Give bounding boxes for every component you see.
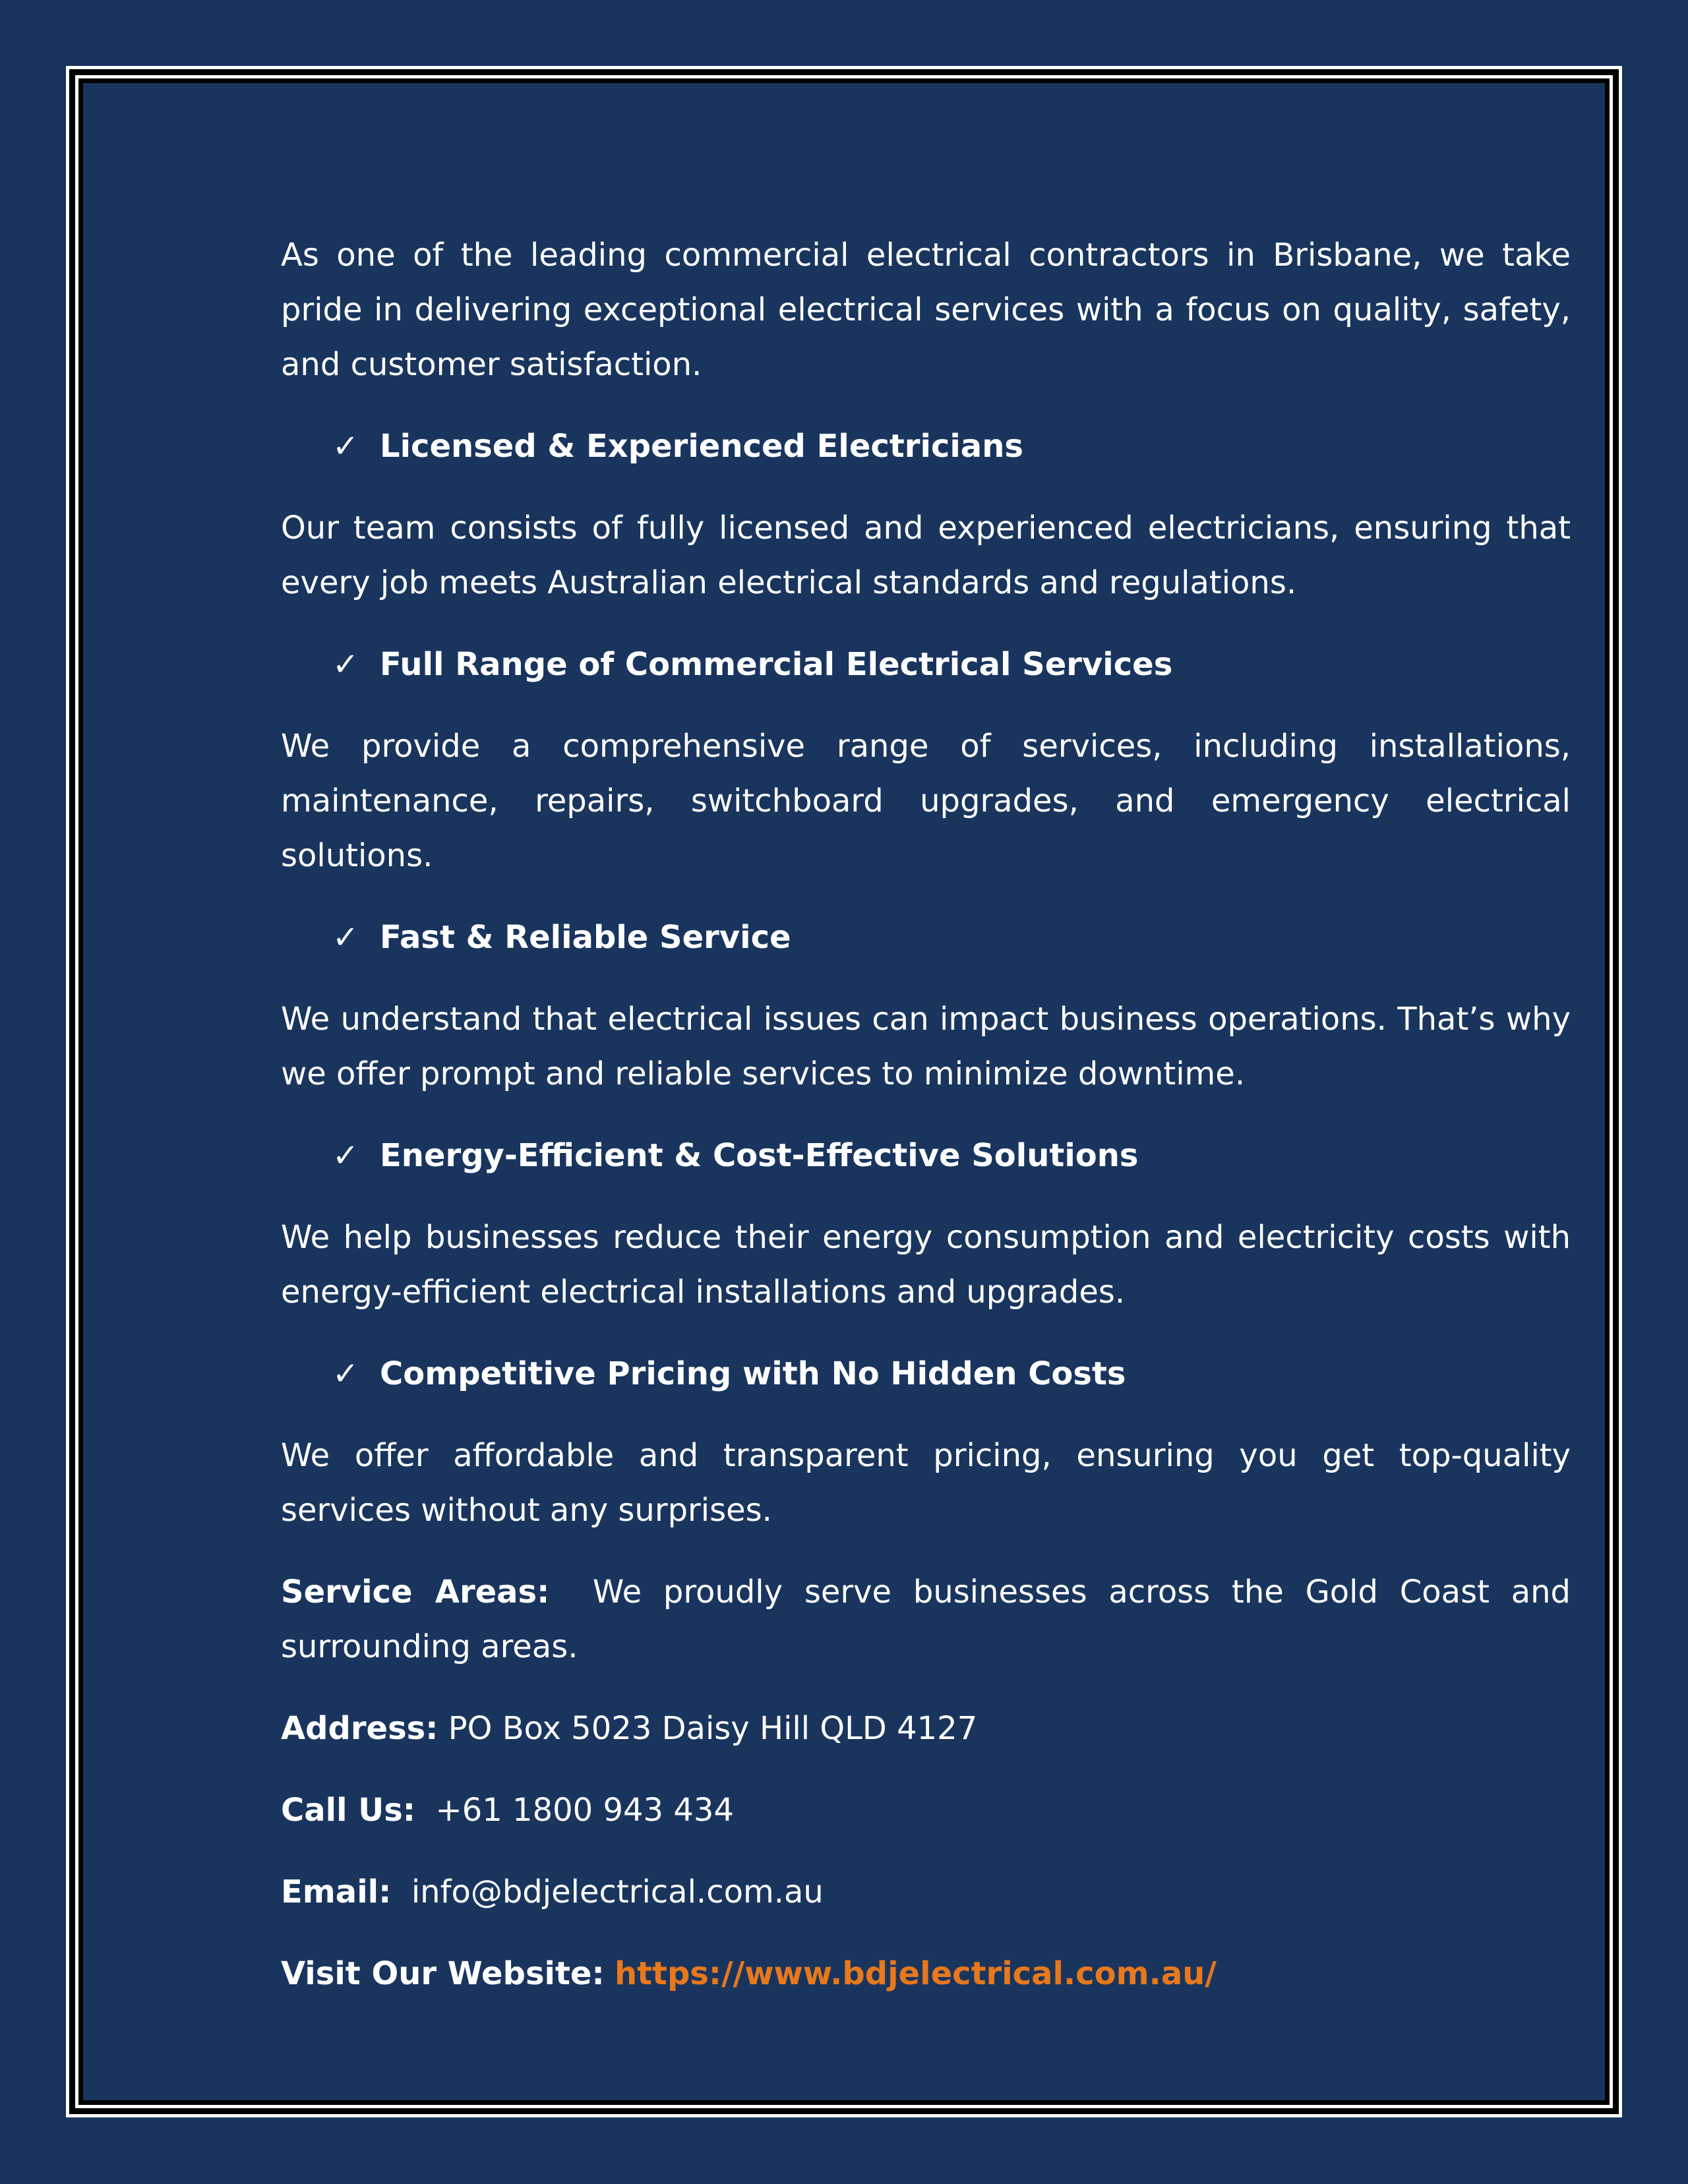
document-content [281, 228, 1571, 2028]
email-label: Email: [281, 1874, 392, 1910]
section-heading-pricing [281, 1347, 1571, 1402]
website [281, 1947, 1571, 2001]
checkmark-icon: ✓ [332, 1355, 359, 1392]
address-label: Address: [281, 1710, 438, 1747]
service-areas-label: Service Areas: [281, 1574, 550, 1610]
section-heading-text: Competitive Pricing with No Hidden Costs [380, 1355, 1126, 1392]
section-heading-fast-reliable [281, 910, 1571, 965]
checkmark-icon: ✓ [332, 428, 359, 465]
checkmark-icon: ✓ [332, 919, 359, 956]
email [281, 1865, 1571, 1920]
document-page [83, 83, 1605, 2100]
service-areas-value: We proudly serve businesses across the Gold Coast and surrounding areas. [281, 1574, 1571, 1665]
section-heading-full-range [281, 637, 1571, 692]
address [281, 1701, 1571, 1756]
section-body-pricing: We offer affordable and transparent pricing, ensuring you get top-quality services without any surprises. [281, 1437, 1571, 1529]
section-heading-text: Full Range of Commercial Electrical Services [380, 646, 1173, 683]
website-link[interactable]: https://www.bdjelectrical.com.au/ [614, 1955, 1217, 1992]
section-body-full-range: We provide a comprehensive range of services, including installations, maintenance, repairs, switchboard upgrades, and emergency electrical solutions. [281, 728, 1571, 874]
phone-label: Call Us: [281, 1792, 415, 1829]
checkmark-icon: ✓ [332, 1137, 359, 1174]
section-heading-text: Licensed & Experienced Electricians [380, 428, 1023, 465]
section-body-energy-efficient: We help businesses reduce their energy consumption and electricity costs with energy-efficient electrical installations and upgrades. [281, 1219, 1571, 1311]
email-value: info@bdjelectrical.com.au [411, 1874, 824, 1910]
intro-paragraph: As one of the leading commercial electrical contractors in Brisbane, we take pride in delivering exceptional electrical services with a focus on quality, safety, and customer satisfaction. [281, 237, 1571, 383]
website-label: Visit Our Website: [281, 1955, 605, 1992]
address-value: PO Box 5023 Daisy Hill QLD 4127 [448, 1710, 978, 1747]
section-heading-text: Fast & Reliable Service [380, 919, 791, 956]
section-heading-energy-efficient [281, 1129, 1571, 1183]
section-heading-text: Energy-Efficient & Cost-Effective Solutions [380, 1137, 1139, 1174]
section-body-fast-reliable: We understand that electrical issues can impact business operations. That’s why we offer prompt and reliable services to minimize downtime. [281, 1001, 1571, 1092]
phone-value: +61 1800 943 434 [435, 1792, 734, 1829]
phone [281, 1783, 1571, 1838]
section-heading-licensed [281, 419, 1571, 474]
service-areas [281, 1565, 1571, 1674]
section-body-licensed: Our team consists of fully licensed and experienced electricians, ensuring that every job meets Australian electrical standards and regulations. [281, 510, 1571, 601]
checkmark-icon: ✓ [332, 646, 359, 683]
